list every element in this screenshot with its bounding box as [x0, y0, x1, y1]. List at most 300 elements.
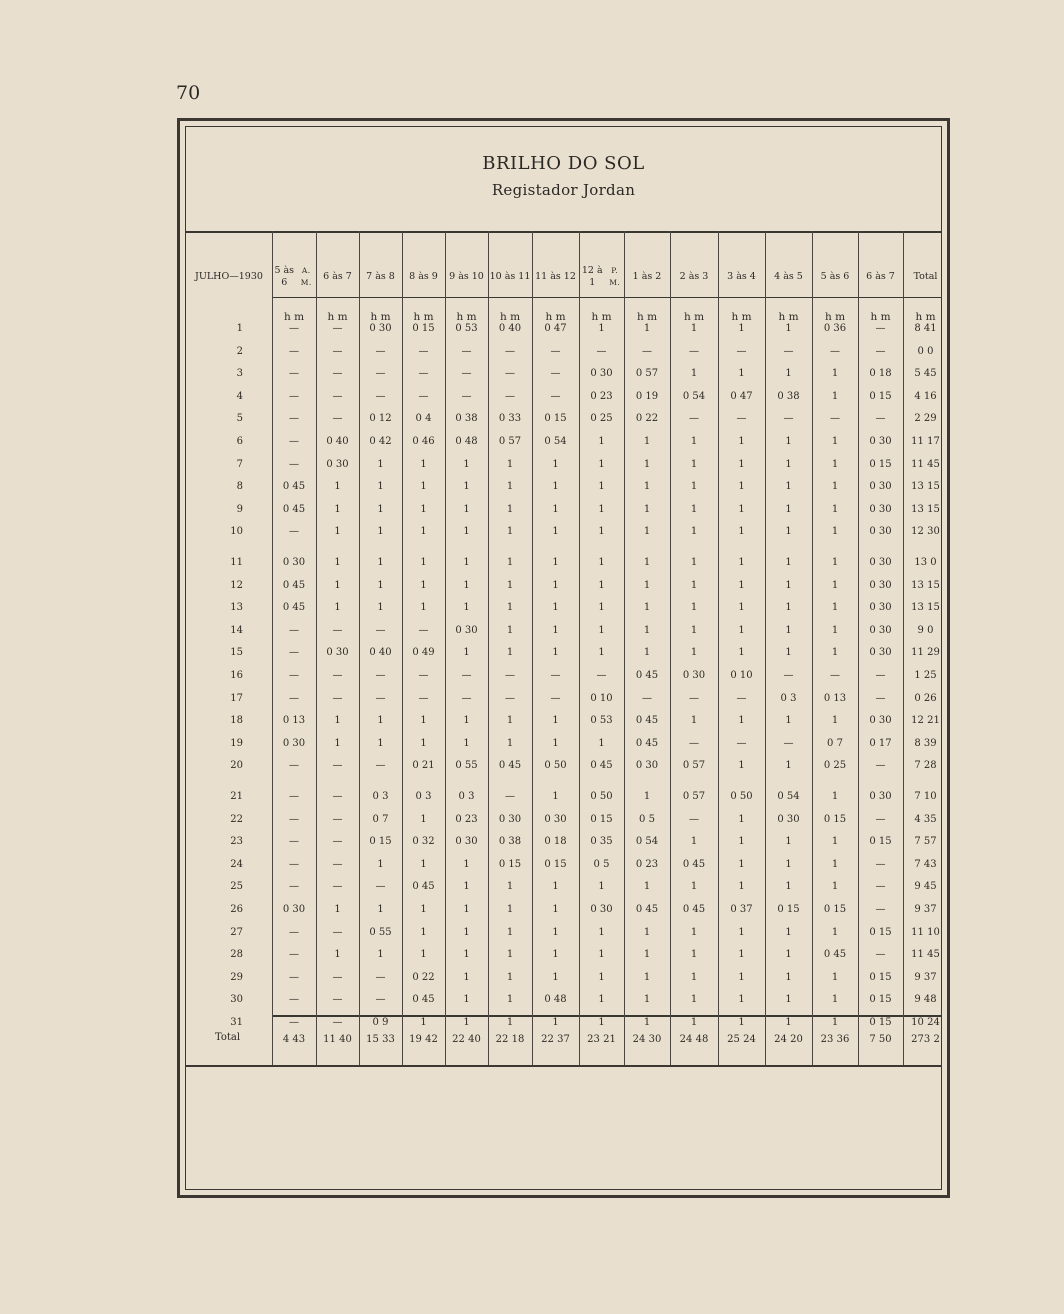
table-cell: 0 30 [590, 904, 613, 915]
table-cell: — [505, 368, 515, 380]
table-cell: 13 15 [911, 481, 940, 493]
table-cell: 1 [738, 323, 745, 334]
table-cell: 1 [420, 926, 427, 938]
table-cell: 0 30 [869, 436, 892, 447]
table-cell: 0 30 [869, 503, 892, 515]
header-hour-range: 6 às 7 [866, 271, 895, 282]
table-cell: 1 [377, 503, 384, 515]
table-cell: 1 [552, 949, 559, 961]
table-cell: 1 [463, 715, 470, 727]
table-cell: 1 [506, 503, 514, 515]
table-cell: 1 [643, 971, 651, 983]
table-cell: 1 [506, 904, 514, 915]
table-cell: 0 55 [369, 926, 392, 938]
table-cell: 0 30 [282, 904, 306, 915]
table-cell: 0 5 [593, 858, 610, 870]
table-cell: 1 [463, 926, 470, 938]
unit-label: h m [915, 311, 936, 323]
table-cell: 1 [831, 881, 839, 893]
table-cell: — [332, 858, 343, 870]
table-cell: 1 [738, 926, 745, 938]
table-cell: 1 [420, 858, 427, 870]
table-cell: 0 15 [869, 1017, 892, 1028]
table-cell: 0 38 [455, 413, 478, 425]
table-cell: — [505, 670, 515, 681]
table-cell: — [689, 345, 699, 357]
table-cell: — [461, 345, 472, 357]
table-cell: 0 23 [455, 813, 478, 825]
table-cell: — [289, 436, 299, 447]
table-cell: 0 13 [282, 715, 306, 727]
day-number: 14 [230, 624, 243, 636]
table-cell: 0 13 [823, 692, 847, 704]
header-hour-range: Total [913, 271, 938, 282]
table-cell: 1 [738, 436, 745, 447]
table-cell: 7 57 [914, 836, 937, 848]
table-cell: 1 [690, 881, 698, 893]
table-cell: 1 [463, 458, 470, 470]
table-cell: 1 [831, 526, 839, 538]
table-cell: 0 15 [869, 926, 892, 938]
header-column-label [316, 249, 359, 305]
table-cell: — [830, 670, 840, 681]
header-month: JULHO [195, 271, 230, 282]
table-cell: 11 45 [911, 949, 940, 961]
day-number: 13 [230, 602, 243, 614]
table-cell: 0 40 [498, 323, 522, 334]
total-cell: 25 24 [727, 1034, 756, 1045]
table-cell: 1 [598, 926, 605, 938]
table-cell: 1 [552, 904, 559, 915]
table-cell: — [642, 345, 652, 357]
table-cell: 0 33 [498, 413, 522, 425]
table-cell: 0 12 [369, 413, 392, 425]
table-cell: — [332, 1017, 343, 1028]
table-cell: 1 [831, 579, 839, 591]
table-cell: — [332, 323, 343, 334]
table-cell: 1 [334, 949, 341, 961]
table-cell: 1 [552, 624, 559, 636]
table-cell: 1 [377, 526, 384, 538]
table-cell: — [783, 345, 794, 357]
table-cell: 9 45 [914, 881, 937, 893]
day-number: 8 [236, 481, 243, 493]
table-cell: — [418, 692, 429, 704]
table-cell: — [289, 458, 299, 470]
table-cell: 1 [420, 602, 427, 614]
table-cell: 1 [690, 971, 698, 983]
table-cell: — [736, 737, 747, 749]
header-hour-range: 11 às 12 [535, 271, 576, 282]
table-cell: 0 26 [914, 692, 937, 704]
table-cell: 0 57 [635, 368, 659, 380]
table-cell: — [375, 971, 386, 983]
table-cell: 0 30 [326, 647, 349, 659]
table-cell: 0 25 [590, 413, 613, 425]
table-cell: 1 [785, 949, 792, 961]
day-number: 19 [230, 737, 243, 749]
table-cell: 11 17 [911, 436, 940, 447]
table-cell: 1 [334, 503, 341, 515]
table-cell: 0 25 [823, 760, 847, 772]
table-cell: 1 [831, 858, 839, 870]
table-cell: 1 [690, 994, 698, 1006]
table-cell: 1 [785, 836, 792, 848]
table-cell: 1 [420, 949, 427, 961]
table-cell: 1 [506, 458, 514, 470]
table-cell: 0 15 [823, 813, 847, 825]
table-cell: 1 [506, 971, 514, 983]
total-cell: 273 2 [911, 1034, 940, 1045]
header-column-label [670, 249, 718, 305]
day-number: 10 [230, 526, 243, 538]
table-cell: 1 [690, 836, 698, 848]
table-cell: — [783, 670, 794, 681]
total-cell: 24 20 [774, 1034, 803, 1045]
day-number: 25 [230, 881, 243, 893]
table-cell: 1 [690, 436, 698, 447]
table-cell: 0 35 [590, 836, 613, 848]
table-cell: 7 43 [914, 858, 937, 870]
table-cell: 1 [598, 1017, 605, 1028]
table-cell: 1 [377, 904, 384, 915]
table-cell: 1 [377, 481, 384, 493]
table-cell: — [375, 881, 386, 893]
table-cell: — [875, 949, 886, 961]
table-cell: 1 [506, 579, 514, 591]
table-cell: 9 0 [917, 624, 934, 636]
table-cell: — [332, 760, 343, 772]
table-cell: 1 [463, 481, 470, 493]
table-cell: 0 45 [682, 858, 706, 870]
header-column-label [532, 249, 579, 305]
day-number: 31 [230, 1017, 243, 1028]
table-cell: 0 50 [544, 760, 567, 772]
table-cell: 1 [690, 557, 698, 568]
table-cell: 1 [785, 323, 792, 334]
table-cell: — [875, 692, 886, 704]
table-cell: — [332, 994, 343, 1006]
table-cell: 0 30 [869, 526, 892, 538]
table-cell: — [418, 368, 429, 380]
table-cell: 11 45 [911, 458, 940, 470]
table-cell: 1 [785, 760, 792, 772]
table-cell: — [461, 670, 472, 681]
unit-label: h m [456, 311, 477, 323]
table-cell: 1 [690, 368, 698, 380]
table-cell: 1 [831, 602, 839, 614]
table-cell: 1 [334, 715, 341, 727]
table-cell: 0 3 [415, 791, 432, 802]
header-dash: — [229, 271, 239, 282]
table-cell: 8 41 [914, 323, 937, 334]
table-cell: 1 [377, 579, 384, 591]
total-cell: 7 50 [869, 1034, 892, 1045]
table-cell: 1 [420, 579, 427, 591]
table-cell: 1 [690, 949, 698, 961]
table-cell: 0 21 [412, 760, 435, 772]
table-cell: 12 21 [911, 715, 940, 727]
day-number: 9 [236, 503, 243, 515]
table-cell: 4 16 [914, 390, 937, 402]
table-cell: 0 53 [590, 715, 613, 727]
table-cell: 1 [506, 949, 514, 961]
table-cell: 0 45 [590, 760, 613, 772]
header-hour-range: 9 às 10 [449, 271, 484, 282]
header-column-label [812, 249, 858, 305]
header-column-label [579, 249, 624, 305]
table-cell: — [418, 670, 429, 681]
table-cell: 0 3 [372, 791, 389, 802]
header-column-label [359, 249, 402, 305]
table-cell: 1 [598, 323, 605, 334]
day-number: 18 [230, 715, 243, 727]
table-cell: 1 [643, 926, 651, 938]
table-cell: 0 30 [326, 458, 349, 470]
header-column-label [718, 249, 765, 305]
table-cell: 0 53 [455, 323, 478, 334]
table-cell: 1 [785, 971, 792, 983]
unit-label: h m [283, 311, 305, 323]
table-cell: 1 [598, 436, 605, 447]
table-cell: 1 [643, 579, 651, 591]
table-cell: — [642, 692, 652, 704]
table-cell: — [332, 881, 343, 893]
table-cell: 1 [690, 458, 698, 470]
table-cell: 1 [643, 881, 651, 893]
header-hour-range: 12 à 1 [581, 265, 603, 288]
table-cell: 1 [463, 526, 470, 538]
table-cell: — [289, 949, 299, 961]
table-cell: 0 30 [455, 836, 478, 848]
table-cell: 0 54 [544, 436, 567, 447]
table-cell: 1 [552, 971, 559, 983]
table-cell: 1 [598, 737, 605, 749]
table-cell: 1 [377, 602, 384, 614]
table-cell: 0 45 [635, 715, 659, 727]
table-cell: 1 [831, 458, 839, 470]
day-number: 20 [230, 760, 243, 772]
table-cell: 0 5 [639, 813, 655, 825]
table-cell: 1 [506, 926, 514, 938]
table-cell: — [830, 413, 840, 425]
table-cell: 1 [506, 526, 514, 538]
table-cell: 0 47 [730, 390, 753, 402]
table-cell: 0 45 [635, 670, 659, 681]
table-cell: 1 [463, 737, 470, 749]
table-cell: 13 0 [914, 557, 937, 568]
table-cell: 12 30 [911, 526, 940, 538]
unit-label: h m [499, 311, 521, 323]
table-cell: 1 [785, 715, 792, 727]
table-cell: 1 [738, 715, 745, 727]
header-column-label [765, 249, 812, 305]
table-cell: — [596, 670, 607, 681]
table-cell: 1 [690, 579, 698, 591]
header-hour-range: 2 às 3 [679, 271, 709, 282]
table-cell: 1 [785, 994, 792, 1006]
table-cell: 1 [831, 647, 839, 659]
table-cell: 0 7 [827, 737, 843, 749]
table-cell: 1 [552, 503, 559, 515]
table-cell: 0 15 [498, 858, 522, 870]
table-cell: — [289, 994, 299, 1006]
table-cell: — [505, 692, 515, 704]
table-cell: 0 30 [869, 624, 892, 636]
table-cell: — [289, 413, 299, 425]
table-cell: 1 [552, 458, 559, 470]
header-hour-range: 6 às 7 [323, 271, 352, 282]
table-cell: 0 15 [777, 904, 800, 915]
table-cell: — [289, 390, 299, 402]
total-cell: 22 37 [541, 1034, 570, 1045]
table-cell: 1 [785, 1017, 792, 1028]
table-cell: 1 [831, 624, 839, 636]
table-cell: 1 [690, 323, 698, 334]
table-cell: 1 [831, 481, 839, 493]
table-cell: 1 [785, 557, 792, 568]
table-cell: 1 [598, 647, 605, 659]
table-cell: 1 [463, 503, 470, 515]
table-cell: 1 [463, 647, 470, 659]
table-cell: — [689, 737, 699, 749]
table-cell: 1 [690, 602, 698, 614]
table-cell: 0 46 [412, 436, 435, 447]
table-cell: 1 [506, 557, 514, 568]
table-cell: 0 49 [412, 647, 435, 659]
table-cell: 1 [506, 624, 514, 636]
table-cell: 1 [552, 715, 559, 727]
day-number: 29 [230, 971, 243, 983]
header-hour-range: 5 às 6 [820, 271, 850, 282]
table-cell: 1 [420, 737, 427, 749]
table-cell: 1 [643, 481, 651, 493]
table-cell: 1 [420, 904, 427, 915]
table-cell: — [689, 813, 699, 825]
table-cell: 1 [506, 994, 514, 1006]
table-cell: 1 [738, 557, 745, 568]
table-cell: 1 [377, 737, 384, 749]
header-hour-range: 1 às 2 [632, 271, 662, 282]
header-period: A. M. [300, 266, 312, 287]
table-cell: — [332, 390, 343, 402]
totals-bottom-rule [186, 1065, 941, 1067]
table-cell: 1 [420, 503, 427, 515]
total-cell: 24 48 [679, 1034, 709, 1045]
table-cell: — [689, 413, 699, 425]
table-cell: 1 [785, 602, 792, 614]
day-number: 17 [230, 692, 243, 704]
table-cell: 0 57 [498, 436, 522, 447]
unit-label: h m [636, 311, 658, 323]
day-number: 1 [236, 323, 243, 334]
table-cell: — [332, 791, 343, 802]
table-cell: 1 [598, 503, 605, 515]
table-cell: 1 [552, 881, 559, 893]
day-number: 6 [236, 436, 243, 447]
table-cell: — [550, 368, 561, 380]
day-number: 22 [230, 813, 243, 825]
table-cell: 1 [334, 904, 341, 915]
table-cell: — [375, 692, 386, 704]
table-cell: 0 30 [869, 715, 892, 727]
unit-label: h m [731, 311, 752, 323]
table-subtitle: Registador Jordan [491, 181, 636, 199]
table-cell: 1 [738, 647, 745, 659]
table-cell: — [875, 345, 886, 357]
table-cell: 1 [598, 557, 605, 568]
table-cell: 1 [598, 579, 605, 591]
table-frame-inner [185, 126, 942, 1190]
day-number: 12 [230, 579, 243, 591]
day-number: 30 [230, 994, 243, 1006]
table-cell: 1 [738, 526, 745, 538]
total-cell: 23 36 [820, 1034, 850, 1045]
table-cell: 1 [785, 503, 792, 515]
table-cell: 1 [738, 881, 745, 893]
header-hour-range: 10 às 11 [489, 271, 531, 282]
table-cell: 1 [377, 557, 384, 568]
table-cell: 0 30 [282, 557, 306, 568]
table-cell: 1 [690, 624, 698, 636]
unit-label: h m [327, 311, 348, 323]
day-number: 16 [230, 670, 243, 681]
table-cell: — [505, 390, 515, 402]
table-cell: 1 [334, 481, 341, 493]
table-cell: 1 [690, 1017, 698, 1028]
unit-label: h m [370, 311, 391, 323]
table-cell: 0 57 [682, 760, 706, 772]
table-cell: 0 30 [369, 323, 392, 334]
table-cell: 1 [552, 557, 559, 568]
table-cell: — [875, 881, 886, 893]
table-cell: 0 38 [498, 836, 522, 848]
table-cell: 1 [738, 624, 745, 636]
table-cell: 1 [831, 503, 839, 515]
table-cell: 0 48 [455, 436, 478, 447]
table-cell: — [550, 345, 561, 357]
table-cell: 1 [420, 1017, 427, 1028]
table-cell: — [332, 926, 343, 938]
day-number: 27 [230, 926, 243, 938]
table-cell: 0 0 [917, 345, 934, 357]
table-cell: 1 [598, 994, 605, 1006]
header-column-label [402, 249, 445, 305]
table-cell: 1 [785, 526, 792, 538]
table-cell: 1 [506, 647, 514, 659]
table-cell: 1 [738, 602, 745, 614]
table-cell: 1 [690, 647, 698, 659]
table-cell: 0 45 [282, 602, 306, 614]
table-cell: 1 [785, 458, 792, 470]
table-cell: 0 15 [544, 858, 567, 870]
table-cell: 1 [831, 436, 839, 447]
table-cell: 1 [785, 926, 792, 938]
table-cell: 2 29 [914, 413, 937, 425]
table-cell: 1 [377, 949, 384, 961]
day-number: 4 [236, 390, 243, 402]
table-cell: 7 28 [914, 760, 937, 772]
table-cell: — [332, 971, 343, 983]
table-cell: 0 30 [590, 368, 613, 380]
table-cell: 1 [831, 557, 839, 568]
table-cell: — [332, 692, 343, 704]
table-cell: 1 [463, 602, 470, 614]
table-cell: 0 55 [455, 760, 478, 772]
unit-label: h m [413, 311, 434, 323]
table-cell: 0 15 [869, 390, 892, 402]
table-cell: 1 [552, 526, 559, 538]
